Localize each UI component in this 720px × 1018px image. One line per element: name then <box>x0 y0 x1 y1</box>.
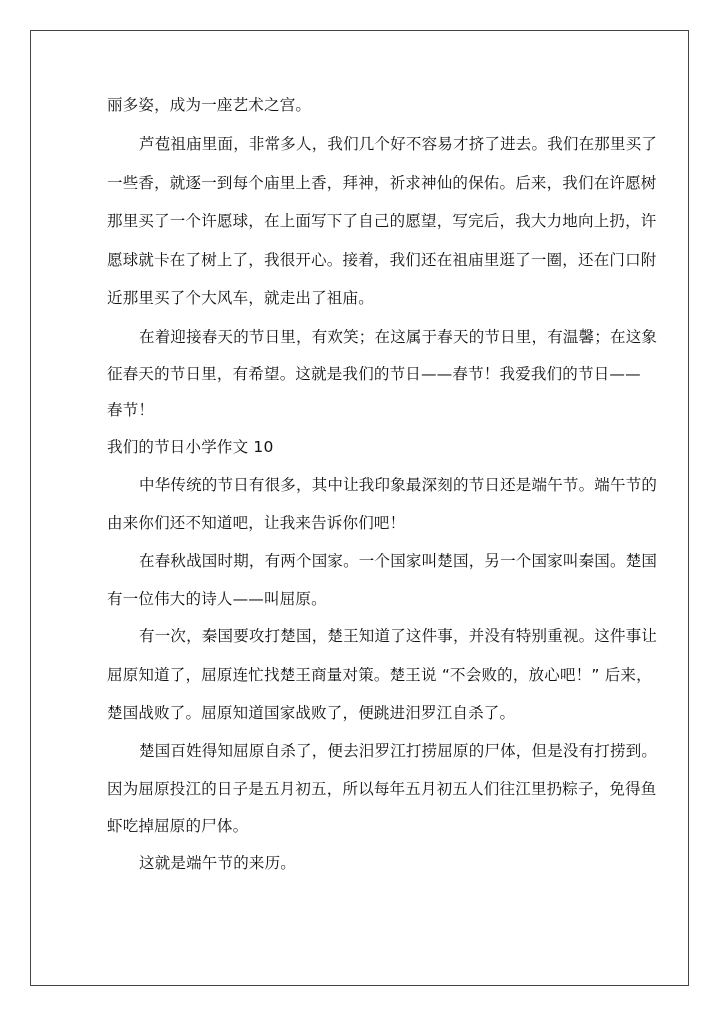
text-line: 虾吃掉屈原的尸体。 <box>107 817 249 835</box>
text-line: 屈原知道了，屈原连忙找楚王商量对策。楚王说 “不会败的，放心吧！” 后来， <box>107 666 652 684</box>
section-heading: 我们的节日小学作文 10 <box>107 438 274 456</box>
text-line: 有一位伟大的诗人——叫屈原。 <box>107 590 327 608</box>
text-line: 征春天的节日里，有希望。这就是我们的节日——春节！我爱我们的节日—— <box>107 365 641 383</box>
text-line: 因为屈原投江的日子是五月初五，所以每年五月初五人们往江里扔粽子，免得鱼 <box>107 780 657 798</box>
text-line: 中华传统的节日有很多，其中让我印象最深刻的节日还是端午节。端午节的 <box>139 476 658 494</box>
text-line: 由来你们还不知道吧，让我来告诉你们吧！ <box>107 514 406 532</box>
text-line: 近那里买了个大风车，就走出了祖庙。 <box>107 289 374 307</box>
text-line: 楚国百姓得知屈原自杀了，便去汨罗江打捞屈原的尸体，但是没有打捞到。 <box>139 742 658 760</box>
text-line: 有一次，秦国要攻打楚国，楚王知道了这件事，并没有特别重视。这件事让 <box>139 627 658 645</box>
text-line: 一些香，就逐一到每个庙里上香，拜神，祈求神仙的保佑。后来，我们在许愿树 <box>107 174 657 192</box>
text-line: 在春秋战国时期，有两个国家。一个国家叫楚国，另一个国家叫秦国。楚国 <box>139 552 658 570</box>
text-line: 春节！ <box>107 401 155 419</box>
text-line: 那里买了一个许愿球，在上面写下了自己的愿望，写完后，我大力地向上扔，许 <box>107 212 657 230</box>
text-line: 在着迎接春天的节日里，有欢笑；在这属于春天的节日里，有温馨；在这象 <box>139 328 658 346</box>
text-line: 丽多姿，成为一座艺术之宫。 <box>107 96 312 114</box>
text-line: 愿球就卡在了树上了，我很开心。接着，我们还在祖庙里逛了一圈，还在门口附 <box>107 251 657 269</box>
text-line: 楚国战败了。屈原知道国家战败了，便跳进汨罗江自杀了。 <box>107 704 516 722</box>
text-line: 这就是端午节的来历。 <box>139 854 297 872</box>
text-line: 芦苞祖庙里面，非常多人，我们几个好不容易才挤了进去。我们在那里买了 <box>139 135 658 153</box>
